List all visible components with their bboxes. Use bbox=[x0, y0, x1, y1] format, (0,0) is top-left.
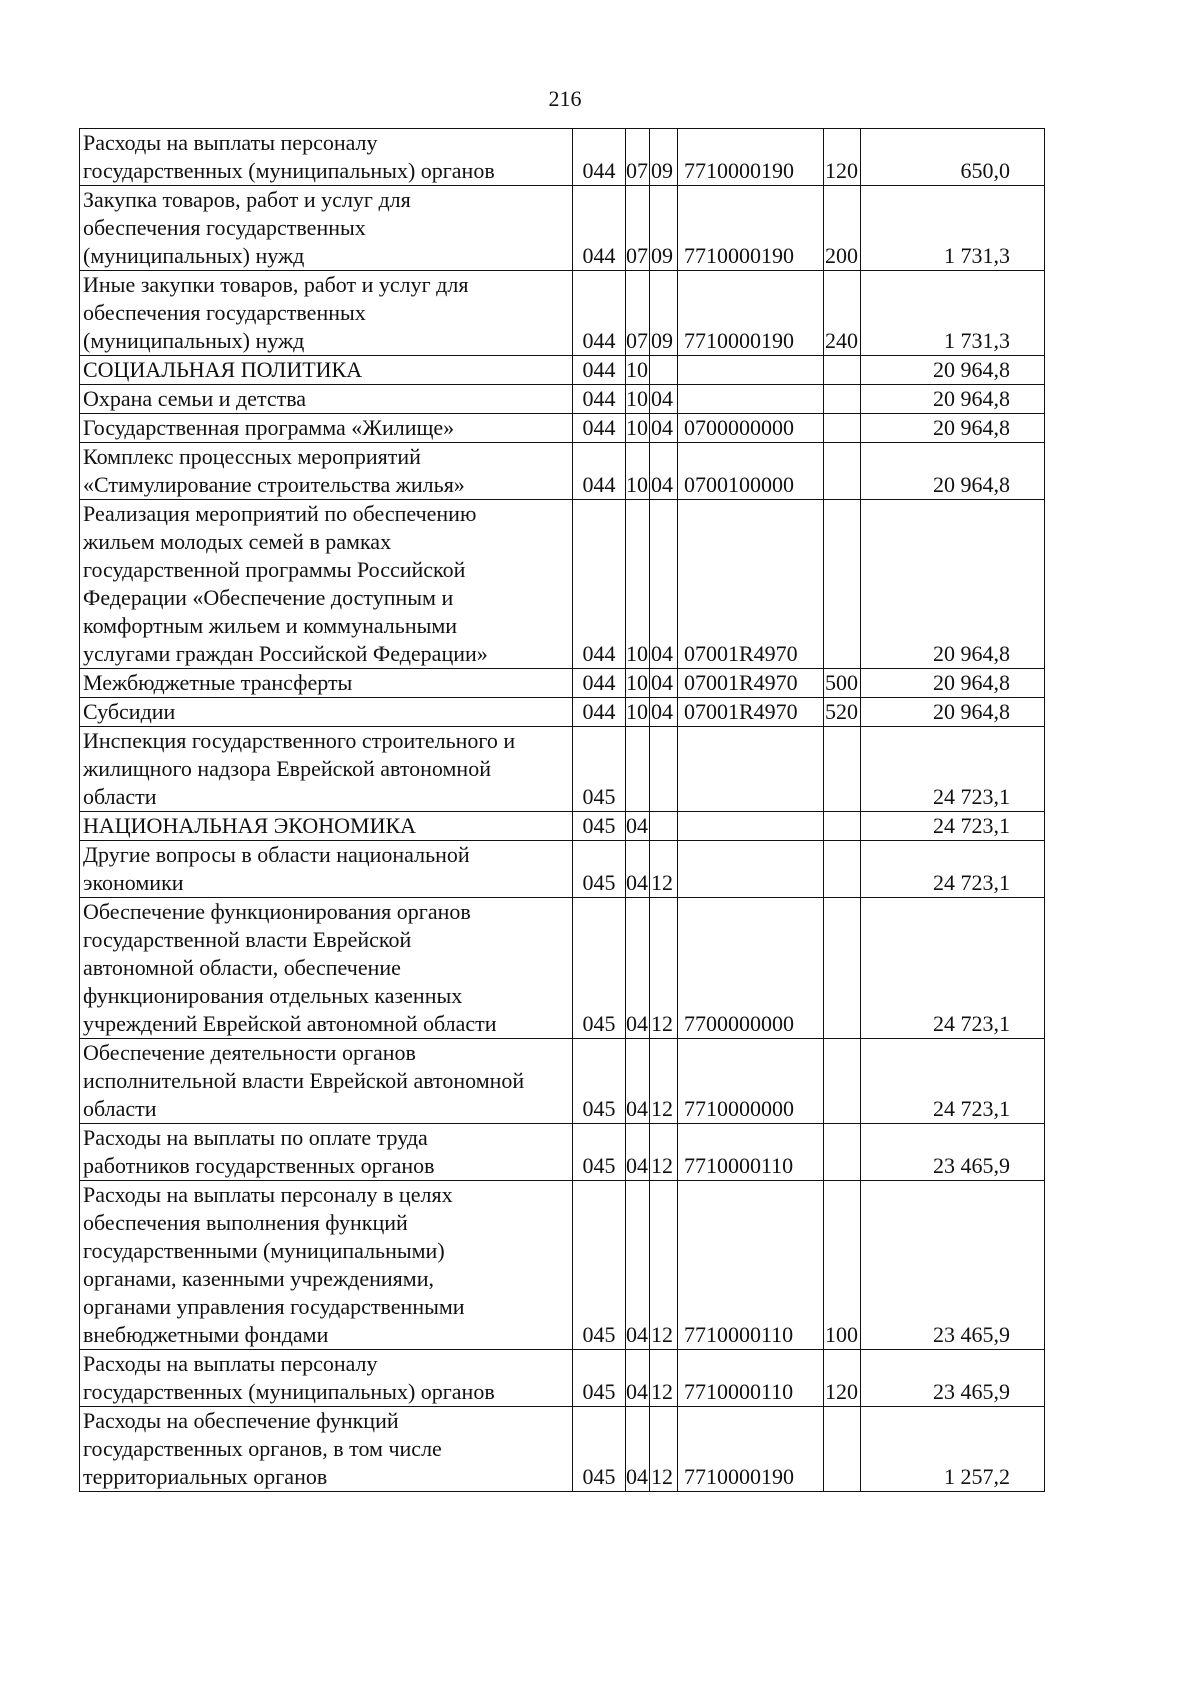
amount-cell: 24 723,1 bbox=[861, 812, 1045, 841]
target-article-cell bbox=[678, 812, 824, 841]
subsection-cell: 12 bbox=[650, 1407, 678, 1492]
admin-code-cell: 045 bbox=[573, 812, 626, 841]
item-name-line: (муниципальных) нужд bbox=[83, 328, 305, 353]
section-cell: 10 bbox=[626, 356, 650, 385]
item-name-line: органами, казенными учреждениями, bbox=[83, 1266, 434, 1291]
item-name-line: Другие вопросы в области национальной bbox=[83, 842, 470, 867]
admin-code-cell: 045 bbox=[573, 1181, 626, 1350]
target-article-cell bbox=[678, 356, 824, 385]
subsection-cell: 09 bbox=[650, 186, 678, 271]
admin-code-cell: 044 bbox=[573, 356, 626, 385]
item-name-cell bbox=[80, 414, 573, 443]
subsection-cell bbox=[650, 727, 678, 812]
subsection-cell: 12 bbox=[650, 1039, 678, 1124]
expense-type-cell bbox=[824, 1407, 861, 1492]
target-article-cell bbox=[678, 385, 824, 414]
table-row bbox=[80, 1039, 1045, 1124]
item-name-cell bbox=[80, 500, 573, 669]
admin-code-cell: 045 bbox=[573, 841, 626, 898]
item-name-line: обеспечения государственных bbox=[83, 300, 366, 325]
admin-code-cell: 044 bbox=[573, 414, 626, 443]
section-cell: 04 bbox=[626, 1407, 650, 1492]
item-name-line: области bbox=[83, 784, 157, 809]
table-row bbox=[80, 1124, 1045, 1181]
item-name-cell bbox=[80, 1181, 573, 1350]
item-name-line: Иные закупки товаров, работ и услуг для bbox=[83, 272, 469, 297]
amount-cell: 20 964,8 bbox=[861, 500, 1045, 669]
item-name-cell bbox=[80, 669, 573, 698]
item-name-line: Расходы на выплаты персоналу bbox=[83, 130, 378, 155]
admin-code-cell: 044 bbox=[573, 698, 626, 727]
table-row bbox=[80, 414, 1045, 443]
expense-type-cell: 500 bbox=[824, 669, 861, 698]
section-cell: 04 bbox=[626, 812, 650, 841]
item-name-cell bbox=[80, 385, 573, 414]
expense-type-cell bbox=[824, 500, 861, 669]
item-name-cell bbox=[80, 186, 573, 271]
subsection-cell: 04 bbox=[650, 385, 678, 414]
subsection-cell: 04 bbox=[650, 500, 678, 669]
item-name-line: государственными (муниципальными) bbox=[83, 1238, 445, 1263]
admin-code-cell: 044 bbox=[573, 385, 626, 414]
table-row bbox=[80, 186, 1045, 271]
item-name-line: жильем молодых семей в рамках bbox=[83, 529, 392, 554]
item-name-line: области bbox=[83, 1096, 157, 1121]
item-name-line: государственных (муниципальных) органов bbox=[83, 158, 495, 183]
section-cell: 10 bbox=[626, 414, 650, 443]
expense-type-cell: 240 bbox=[824, 271, 861, 356]
table-row bbox=[80, 271, 1045, 356]
item-name-line: Расходы на выплаты по оплате труда bbox=[83, 1125, 428, 1150]
table-row bbox=[80, 1181, 1045, 1350]
item-name-line: экономики bbox=[83, 870, 184, 895]
admin-code-cell: 044 bbox=[573, 186, 626, 271]
table-row bbox=[80, 898, 1045, 1039]
section-cell: 10 bbox=[626, 443, 650, 500]
amount-cell: 24 723,1 bbox=[861, 898, 1045, 1039]
item-name-cell bbox=[80, 443, 573, 500]
target-article-cell: 7710000110 bbox=[678, 1124, 824, 1181]
target-article-cell: 7710000190 bbox=[678, 186, 824, 271]
section-cell: 07 bbox=[626, 186, 650, 271]
amount-cell: 20 964,8 bbox=[861, 385, 1045, 414]
expense-type-cell bbox=[824, 385, 861, 414]
amount-cell: 1 257,2 bbox=[861, 1407, 1045, 1492]
admin-code-cell: 045 bbox=[573, 727, 626, 812]
item-name-line: Расходы на выплаты персоналу bbox=[83, 1351, 378, 1376]
item-name-line: территориальных органов bbox=[83, 1464, 328, 1489]
item-name-cell bbox=[80, 1407, 573, 1492]
admin-code-cell: 044 bbox=[573, 500, 626, 669]
item-name-line: внебюджетными фондами bbox=[83, 1322, 329, 1347]
admin-code-cell: 044 bbox=[573, 129, 626, 186]
amount-cell: 24 723,1 bbox=[861, 727, 1045, 812]
target-article-cell: 7710000190 bbox=[678, 271, 824, 356]
expense-type-cell bbox=[824, 812, 861, 841]
admin-code-cell: 045 bbox=[573, 1124, 626, 1181]
expense-type-cell: 520 bbox=[824, 698, 861, 727]
admin-code-cell: 045 bbox=[573, 1407, 626, 1492]
item-name-line: НАЦИОНАЛЬНАЯ ЭКОНОМИКА bbox=[83, 813, 417, 838]
amount-cell: 20 964,8 bbox=[861, 443, 1045, 500]
section-cell: 07 bbox=[626, 129, 650, 186]
item-name-cell bbox=[80, 271, 573, 356]
expense-type-cell bbox=[824, 1124, 861, 1181]
subsection-cell: 04 bbox=[650, 443, 678, 500]
expense-type-cell: 200 bbox=[824, 186, 861, 271]
item-name-line: Расходы на обеспечение функций bbox=[83, 1408, 399, 1433]
subsection-cell: 09 bbox=[650, 129, 678, 186]
table-row bbox=[80, 385, 1045, 414]
target-article-cell: 0700100000 bbox=[678, 443, 824, 500]
amount-cell: 1 731,3 bbox=[861, 271, 1045, 356]
amount-cell: 24 723,1 bbox=[861, 841, 1045, 898]
target-article-cell: 7700000000 bbox=[678, 898, 824, 1039]
subsection-cell: 04 bbox=[650, 698, 678, 727]
item-name-line: Закупка товаров, работ и услуг для bbox=[83, 187, 411, 212]
target-article-cell: 07001R4970 bbox=[678, 698, 824, 727]
admin-code-cell: 045 bbox=[573, 1039, 626, 1124]
amount-cell: 23 465,9 bbox=[861, 1124, 1045, 1181]
target-article-cell: 07001R4970 bbox=[678, 500, 824, 669]
subsection-cell: 04 bbox=[650, 414, 678, 443]
item-name-line: Субсидии bbox=[83, 699, 176, 724]
item-name-line: Обеспечение функционирования органов bbox=[83, 899, 471, 924]
item-name-line: Охрана семьи и детства bbox=[83, 386, 307, 411]
expense-type-cell bbox=[824, 356, 861, 385]
amount-cell: 20 964,8 bbox=[861, 356, 1045, 385]
target-article-cell: 7710000110 bbox=[678, 1350, 824, 1407]
item-name-line: автономной области, обеспечение bbox=[83, 955, 401, 980]
section-cell: 10 bbox=[626, 669, 650, 698]
amount-cell: 1 731,3 bbox=[861, 186, 1045, 271]
subsection-cell: 12 bbox=[650, 1124, 678, 1181]
item-name-line: исполнительной власти Еврейской автономной bbox=[83, 1068, 525, 1093]
section-cell: 04 bbox=[626, 841, 650, 898]
item-name-cell bbox=[80, 898, 573, 1039]
item-name-line: государственной программы Российской bbox=[83, 557, 466, 582]
item-name-cell bbox=[80, 698, 573, 727]
expense-type-cell bbox=[824, 1039, 861, 1124]
item-name-line: Инспекция государственного строительного и bbox=[83, 728, 516, 753]
section-cell: 10 bbox=[626, 500, 650, 669]
amount-cell: 650,0 bbox=[861, 129, 1045, 186]
budget-table bbox=[79, 128, 1045, 1492]
table-row bbox=[80, 129, 1045, 186]
item-name-cell bbox=[80, 356, 573, 385]
section-cell: 04 bbox=[626, 1039, 650, 1124]
page-number: 216 bbox=[548, 86, 582, 111]
budget-table-body bbox=[80, 129, 1045, 1492]
item-name-line: функционирования отдельных казенных bbox=[83, 983, 463, 1008]
item-name-line: Государственная программа «Жилище» bbox=[83, 415, 455, 440]
subsection-cell: 04 bbox=[650, 669, 678, 698]
expense-type-cell bbox=[824, 443, 861, 500]
item-name-cell bbox=[80, 812, 573, 841]
target-article-cell bbox=[678, 727, 824, 812]
table-row bbox=[80, 698, 1045, 727]
admin-code-cell: 044 bbox=[573, 271, 626, 356]
subsection-cell: 12 bbox=[650, 898, 678, 1039]
target-article-cell: 7710000190 bbox=[678, 1407, 824, 1492]
expense-type-cell bbox=[824, 414, 861, 443]
subsection-cell: 12 bbox=[650, 1350, 678, 1407]
item-name-line: государственных (муниципальных) органов bbox=[83, 1379, 495, 1404]
target-article-cell: 0700000000 bbox=[678, 414, 824, 443]
amount-cell: 24 723,1 bbox=[861, 1039, 1045, 1124]
item-name-line: Федерации «Обеспечение доступным и bbox=[83, 585, 454, 610]
item-name-line: (муниципальных) нужд bbox=[83, 243, 305, 268]
expense-type-cell bbox=[824, 898, 861, 1039]
item-name-line: государственной власти Еврейской bbox=[83, 927, 412, 952]
table-row bbox=[80, 812, 1045, 841]
item-name-line: жилищного надзора Еврейской автономной bbox=[83, 756, 491, 781]
item-name-line: учреждений Еврейской автономной области bbox=[83, 1011, 497, 1036]
item-name-line: Обеспечение деятельности органов bbox=[83, 1040, 416, 1065]
target-article-cell bbox=[678, 841, 824, 898]
admin-code-cell: 045 bbox=[573, 1350, 626, 1407]
expense-type-cell: 120 bbox=[824, 1350, 861, 1407]
item-name-line: работников государственных органов bbox=[83, 1153, 435, 1178]
subsection-cell bbox=[650, 356, 678, 385]
table-row bbox=[80, 500, 1045, 669]
expense-type-cell bbox=[824, 841, 861, 898]
target-article-cell: 7710000000 bbox=[678, 1039, 824, 1124]
item-name-line: обеспечения государственных bbox=[83, 215, 366, 240]
section-cell: 04 bbox=[626, 1181, 650, 1350]
amount-cell: 20 964,8 bbox=[861, 698, 1045, 727]
item-name-line: Комплекс процессных мероприятий bbox=[83, 444, 421, 469]
table-row bbox=[80, 669, 1045, 698]
item-name-line: «Стимулирование строительства жилья» bbox=[83, 472, 465, 497]
subsection-cell: 12 bbox=[650, 841, 678, 898]
item-name-line: государственных органов, в том числе bbox=[83, 1436, 442, 1461]
section-cell: 07 bbox=[626, 271, 650, 356]
section-cell: 10 bbox=[626, 698, 650, 727]
item-name-line: Расходы на выплаты персоналу в целях bbox=[83, 1182, 453, 1207]
item-name-line: Межбюджетные трансферты bbox=[83, 670, 353, 695]
item-name-cell bbox=[80, 129, 573, 186]
expense-type-cell: 120 bbox=[824, 129, 861, 186]
table-row bbox=[80, 841, 1045, 898]
subsection-cell: 12 bbox=[650, 1181, 678, 1350]
section-cell: 04 bbox=[626, 1124, 650, 1181]
item-name-cell bbox=[80, 841, 573, 898]
section-cell: 04 bbox=[626, 898, 650, 1039]
subsection-cell: 09 bbox=[650, 271, 678, 356]
section-cell bbox=[626, 727, 650, 812]
target-article-cell: 07001R4970 bbox=[678, 669, 824, 698]
admin-code-cell: 044 bbox=[573, 669, 626, 698]
admin-code-cell: 045 bbox=[573, 898, 626, 1039]
item-name-cell bbox=[80, 727, 573, 812]
item-name-line: Реализация мероприятий по обеспечению bbox=[83, 501, 477, 526]
item-name-cell bbox=[80, 1350, 573, 1407]
expense-type-cell: 100 bbox=[824, 1181, 861, 1350]
item-name-line: органами управления государственными bbox=[83, 1294, 465, 1319]
item-name-cell bbox=[80, 1124, 573, 1181]
item-name-line: обеспечения выполнения функций bbox=[83, 1210, 408, 1235]
table-row bbox=[80, 727, 1045, 812]
target-article-cell: 7710000190 bbox=[678, 129, 824, 186]
table-row bbox=[80, 1407, 1045, 1492]
amount-cell: 20 964,8 bbox=[861, 414, 1045, 443]
amount-cell: 23 465,9 bbox=[861, 1350, 1045, 1407]
section-cell: 04 bbox=[626, 1350, 650, 1407]
subsection-cell bbox=[650, 812, 678, 841]
amount-cell: 20 964,8 bbox=[861, 669, 1045, 698]
admin-code-cell: 044 bbox=[573, 443, 626, 500]
table-row bbox=[80, 1350, 1045, 1407]
section-cell: 10 bbox=[626, 385, 650, 414]
table-row bbox=[80, 443, 1045, 500]
expense-type-cell bbox=[824, 727, 861, 812]
item-name-line: СОЦИАЛЬНАЯ ПОЛИТИКА bbox=[83, 357, 363, 382]
item-name-line: комфортным жильем и коммунальными bbox=[83, 613, 458, 638]
table-row bbox=[80, 356, 1045, 385]
amount-cell: 23 465,9 bbox=[861, 1181, 1045, 1350]
item-name-cell bbox=[80, 1039, 573, 1124]
item-name-line: услугами граждан Российской Федерации» bbox=[83, 641, 488, 666]
target-article-cell: 7710000110 bbox=[678, 1181, 824, 1350]
